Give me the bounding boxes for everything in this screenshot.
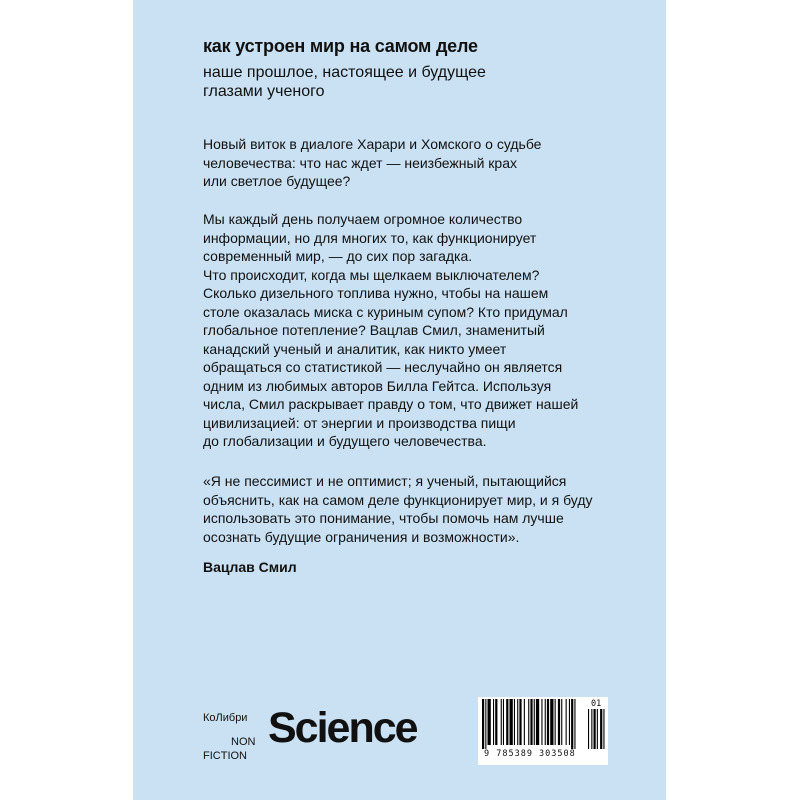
barcode-bar <box>517 699 518 745</box>
barcode-bar <box>503 699 504 745</box>
quote-author: Вацлав Смил <box>203 559 297 575</box>
description <box>203 210 633 451</box>
description-line: Что происходит, когда мы щелкаем выключателем? <box>203 266 540 283</box>
barcode-addon-bar <box>588 709 589 749</box>
description-line: современный мир, — до сих пор загадка. <box>203 248 473 264</box>
barcode-addon-bar <box>594 709 596 749</box>
description-line: обращаться со статистикой — неслучайно он является <box>203 359 563 375</box>
description-line: информации, но для многих то, как функционирует <box>203 229 537 246</box>
blurb-line: или светлое будущее? <box>203 173 351 189</box>
series-logo: Science <box>268 704 417 752</box>
description-line: до глобализации и будущего человечества. <box>203 433 487 449</box>
barcode-bar <box>485 699 486 749</box>
publisher-name: КоЛибри <box>203 712 248 724</box>
imprint-line: NON <box>231 736 256 748</box>
barcode-bar <box>558 699 560 745</box>
barcode-addon-bar <box>591 709 592 749</box>
blurb <box>203 135 633 191</box>
description-line: глобальное потепление? Вацлав Смил, знаменитый <box>203 322 545 338</box>
barcode-bar <box>541 699 542 745</box>
barcode-bar <box>561 699 562 745</box>
quote-line: объяснить, как на самом деле функционирует мир, и я буду <box>203 491 593 508</box>
description-line: цивилизацией: от энергии и производства пищи <box>203 414 516 431</box>
barcode-bar <box>555 699 556 745</box>
quote <box>203 472 643 546</box>
description-line: столе оказалась миска с куриным супом? Кто придумал <box>203 303 568 320</box>
quote-line: «Я не пессимист и не оптимист; я ученый, пытающийся <box>203 473 567 489</box>
imprint-label-2 <box>203 737 247 762</box>
barcode-bar <box>506 699 508 745</box>
description-line: числа, Смил раскрывает правду о том, что движет нашей <box>203 396 579 412</box>
barcode-bar <box>519 699 521 745</box>
barcode-bar <box>488 699 491 745</box>
barcode-addon-bar <box>603 709 604 749</box>
barcode-addon-bar <box>600 709 602 749</box>
quote-line: использовать это понимание, чтобы помочь нам лучше <box>203 510 564 526</box>
quote-line: осознать будущие ограничения и возможности». <box>203 528 520 545</box>
barcode-bar <box>493 699 494 745</box>
barcode <box>478 697 608 765</box>
barcode-bar <box>545 699 546 745</box>
barcode-bar <box>501 699 502 745</box>
barcode-addon: 01 <box>591 699 602 709</box>
description-line: канадский ученый и аналитик, как никто умеет <box>203 340 507 357</box>
barcode-bar <box>530 699 532 745</box>
book-title: как устроен мир на самом деле <box>203 36 478 56</box>
barcode-bar <box>514 699 515 745</box>
blurb-line: Новый виток в диалоге Харари и Хомского о судьбе <box>203 136 542 152</box>
barcode-addon-bar <box>597 709 598 749</box>
barcode-bar <box>569 699 570 745</box>
isbn-number: 9 785389 303508 <box>484 749 576 759</box>
barcode-bar <box>510 699 513 745</box>
publisher-logo <box>203 712 247 725</box>
barcode-bar <box>547 699 549 745</box>
barcode-bar <box>482 699 484 749</box>
blurb-line: человечества: что нас ждет — неизбежный крах <box>203 154 518 171</box>
barcode-icon <box>478 697 608 749</box>
barcode-bar <box>534 699 535 745</box>
imprint-line: FICTION <box>203 749 247 762</box>
description-line: Мы каждый день получаем огромное количество <box>203 211 523 227</box>
barcode-bar <box>574 699 575 749</box>
barcode-bar <box>550 699 553 745</box>
barcode-bar <box>566 699 567 745</box>
barcode-bar <box>536 699 539 745</box>
subtitle-line: наше прошлое, настоящее и будущее <box>203 64 486 81</box>
description-line: Сколько дизельного топлива нужно, чтобы на нашем <box>203 285 549 301</box>
barcode-bar <box>571 699 573 749</box>
barcode-bar <box>495 699 497 745</box>
subtitle-line: глазами ученого <box>203 83 325 100</box>
description-line: одним из любимых авторов Билла Гейтса. Используя <box>203 377 552 394</box>
barcode-bar <box>524 699 525 745</box>
book-subtitle <box>203 63 486 101</box>
barcode-bar <box>528 699 529 745</box>
